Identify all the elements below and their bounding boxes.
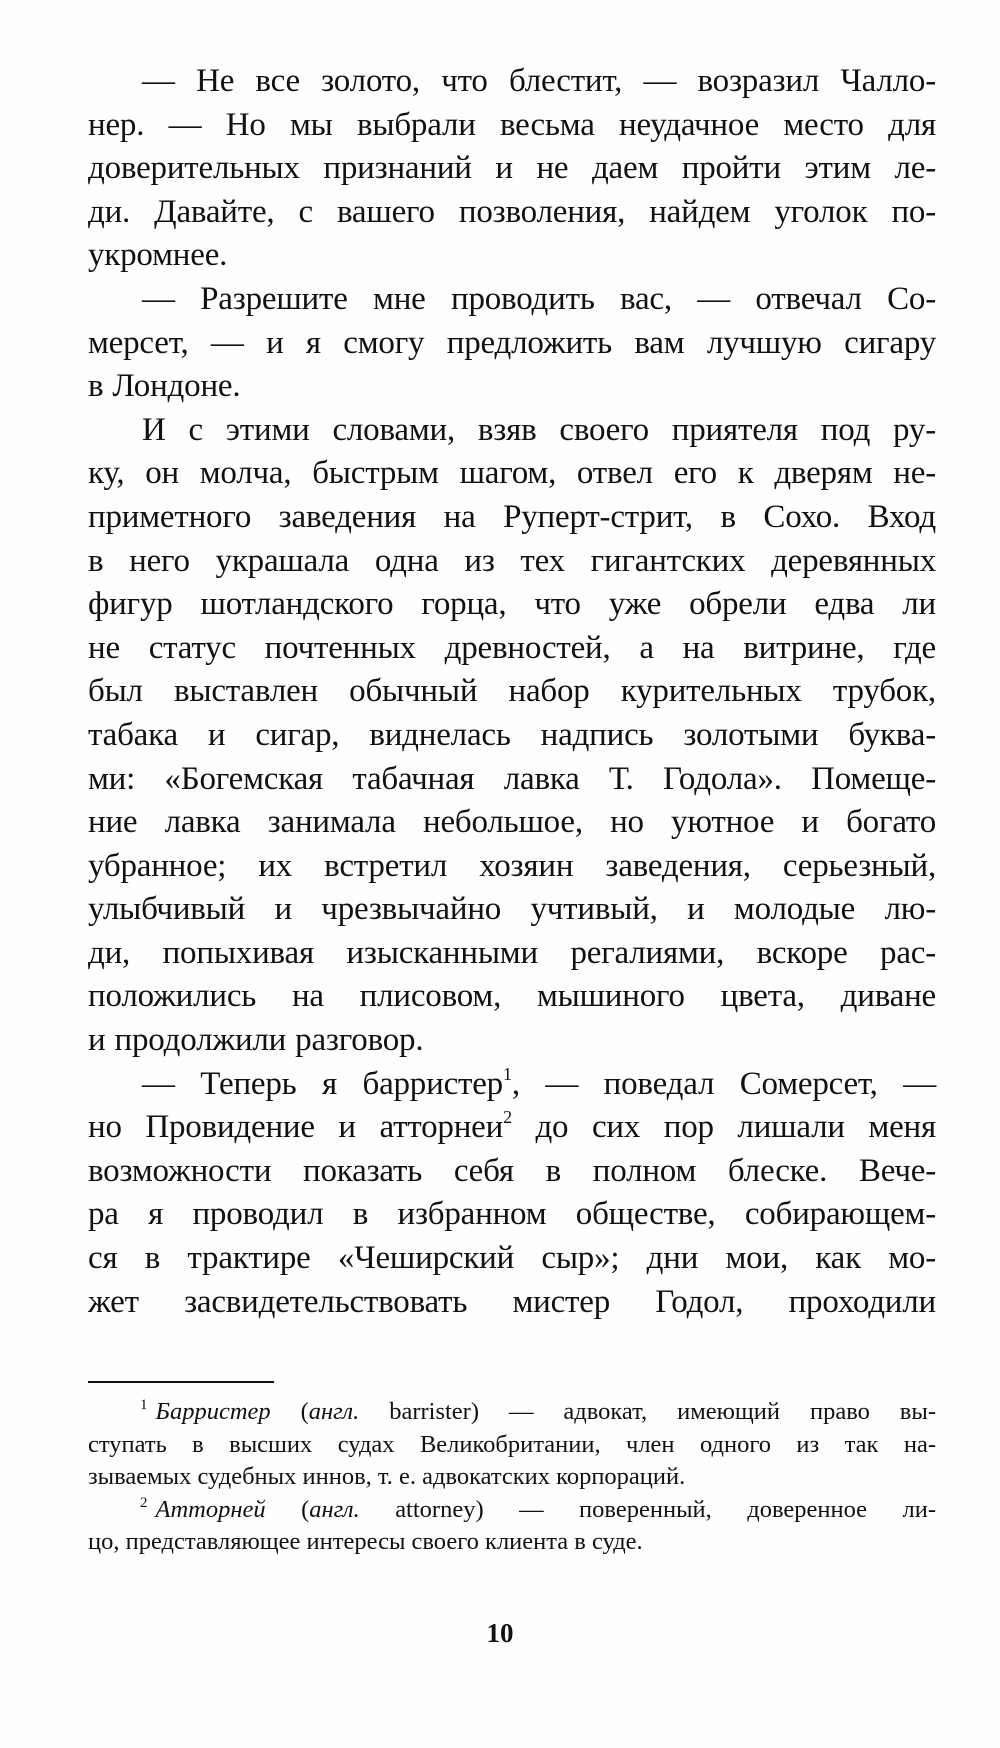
footnote-2 xyxy=(88,1494,936,1559)
text-fragment: — Теперь я барристер xyxy=(142,1065,503,1102)
text-line: приметного заведения на Руперт-стрит, в Сохо. Вход xyxy=(88,498,936,535)
text-line: и продолжили разговор. xyxy=(88,1022,424,1059)
text-line: ра я проводил в избранном обществе, собирающем- xyxy=(88,1196,936,1233)
footnote-line: зываемых судебных иннов, т. е. адвокатских корпораций. xyxy=(88,1463,686,1490)
text-fragment: , — поведал Сомерсет, — xyxy=(511,1065,937,1102)
footnote-line: $^1$ Барристер (англ. barrister) — адвокат, имеющий право вы- xyxy=(140,1397,936,1425)
text-line: доверительных признаний и не даем пройти этим ле- xyxy=(88,150,936,187)
text-line: жет засвидетельствовать мистер Годол, проходили xyxy=(88,1283,936,1320)
text-line: ку, он молча, быстрым шагом, отвел его к дверям не- xyxy=(88,455,936,492)
footnote-ref-1[interactable]: 1 xyxy=(503,1063,512,1084)
page-number: 10 xyxy=(486,1618,514,1648)
footnote-1 xyxy=(88,1396,936,1494)
footnote-lang-label: англ. xyxy=(308,1398,360,1425)
footnote-line: цо, представляющее интересы своего клиента в суде. xyxy=(88,1528,643,1555)
footnotes xyxy=(88,1396,936,1559)
main-text xyxy=(88,60,936,1324)
text-line: ди, попыхивая изысканными регалиями, вскоре рас- xyxy=(88,934,936,971)
text-line: был выставлен обычный набор курительных трубок, xyxy=(88,673,936,710)
text-line: ди. Давайте, с вашего позволения, найдем уголок по- xyxy=(88,193,936,230)
footnote-number: 2 xyxy=(140,1494,148,1511)
text-line: мерсет, — и я смогу предложить вам лучшую сигару xyxy=(88,324,936,361)
footnote-text: ) — адвокат, имеющий право вы- xyxy=(470,1398,936,1425)
paragraph xyxy=(88,60,936,278)
text-line: И с этими словами, взяв своего приятеля под ру- xyxy=(142,411,936,448)
text-line: не статус почтенных древностей, а на витрине, где xyxy=(88,629,936,666)
text-line: табака и сигар, виднелась надпись золотыми буква- xyxy=(88,716,936,753)
paragraph xyxy=(88,278,936,409)
text-line: укромнее. xyxy=(88,237,228,274)
text-line: положились на плисовом, мышиного цвета, диване xyxy=(88,978,936,1015)
text-line: ми: «Богемская табачная лавка Т. Годола». Помеще- xyxy=(88,760,936,797)
text-line: — Не все золото, что блестит, — возразил Чалло- xyxy=(142,63,936,99)
text-line: ся в трактире «Чеширский сыр»; дни мои, как мо- xyxy=(88,1240,936,1277)
text-fragment: до сих пор лишали меня xyxy=(511,1109,936,1146)
footnote-text: ) — поверенный, доверенное ли- xyxy=(475,1495,936,1523)
text-line: фигур шотландского горца, что уже обрели едва ли xyxy=(88,586,936,623)
footnote-ref-2[interactable]: 2 xyxy=(503,1107,512,1128)
text-line: возможности показать себя в полном блеске. Вече- xyxy=(88,1152,936,1189)
text-line: в него украшала одна из тех гигантских деревянных xyxy=(88,542,936,579)
text-line: убранное; их встретил хозяин заведения, серьезный, xyxy=(88,847,936,884)
text-line xyxy=(88,1063,936,1107)
text-fragment: но Провидение и атторнеи xyxy=(88,1109,504,1146)
paragraph xyxy=(88,409,936,1063)
footnote-number: 1 xyxy=(140,1397,148,1413)
footnote-original-word: barrister xyxy=(389,1398,471,1425)
footnote-term: Атторней xyxy=(155,1495,266,1523)
text-line: ние лавка занимала небольшое, но уютное и богато xyxy=(88,804,936,841)
footnote-original-word: attorney xyxy=(395,1495,476,1523)
footnote-lang-label: англ. xyxy=(309,1495,360,1523)
text-line: улыбчивый и чрезвычайно учтивый, и молодые лю- xyxy=(88,891,936,928)
text-line: — Разрешите мне проводить вас, — отвечал Со- xyxy=(142,280,936,317)
text-line xyxy=(88,1106,936,1150)
footnote-line: ступать в высших судах Великобритании, член одного из так на- xyxy=(88,1430,936,1458)
paragraph xyxy=(88,1063,936,1325)
footnote-term: Барристер xyxy=(155,1398,271,1425)
footnote-divider xyxy=(88,1381,274,1383)
text-line: нер. — Но мы выбрали весьма неудачное место для xyxy=(88,106,936,143)
footnote-line: $^2$ Атторней (англ. attorney) — поверенный, доверенное ли- xyxy=(140,1494,936,1523)
text-line: в Лондоне. xyxy=(88,368,241,405)
